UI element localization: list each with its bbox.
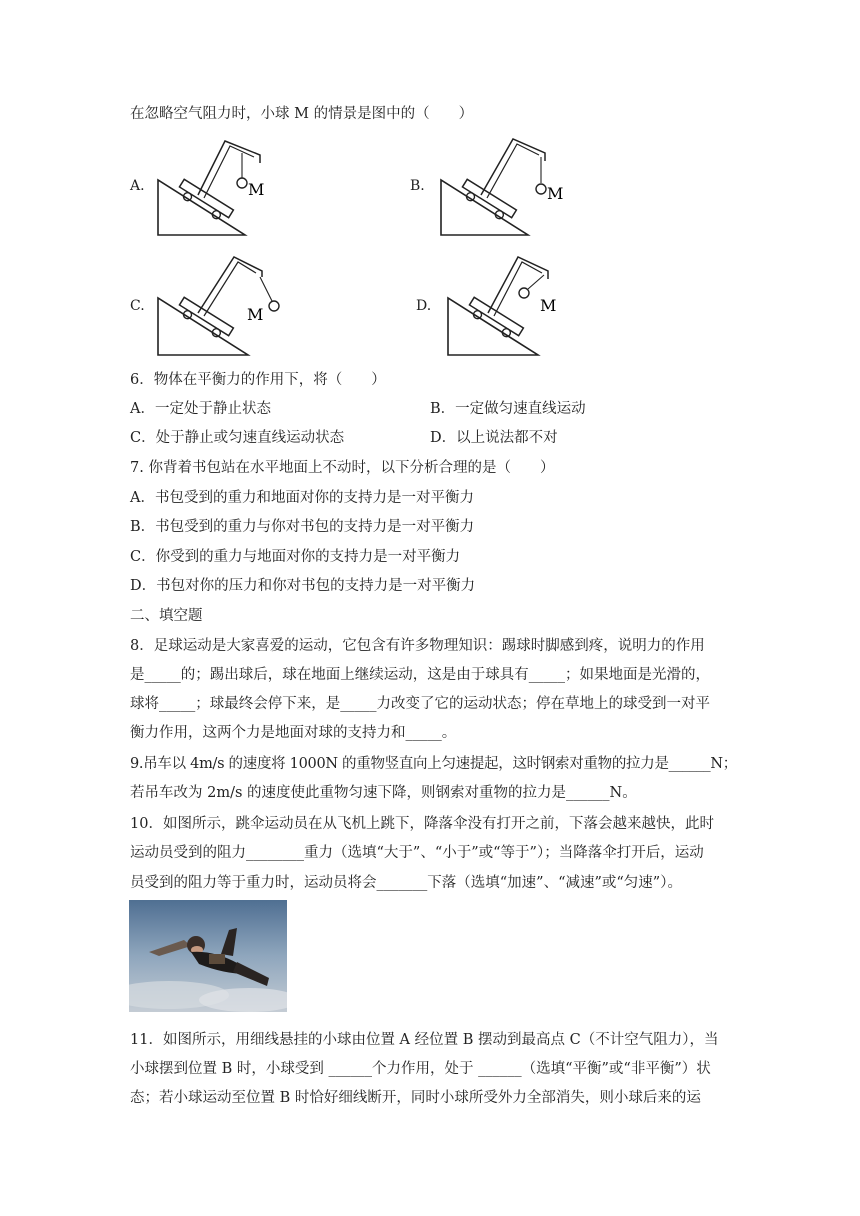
option-a-label: A.: [130, 178, 145, 194]
q7-option-b: B．书包受到的重力与你对书包的支持力是一对平衡力: [130, 519, 475, 535]
option-c-ball-label: M: [247, 305, 264, 324]
q7-option-a: A．书包受到的重力和地面对你的支持力是一对平衡力: [130, 490, 474, 506]
q8-line-4: 衡力作用，这两个力是地面对球的支持力和_____。: [130, 725, 457, 741]
q6-option-b: B．一定做匀速直线运动: [430, 401, 586, 417]
q8-line-2: 是_____的；踢出球后，球在地面上继续运动，这是由于球具有_____；如果地面是光滑的，: [130, 667, 710, 683]
q10-line-3: 员受到的阻力等于重力时，运动员将会_______下落（选填“加速”、“减速”或“匀速”）。: [130, 875, 682, 891]
option-b-ball-label: M: [547, 184, 564, 203]
q9-line-2: 若吊车改为 2m/s 的速度使此重物匀速下降，则钢索对重物的拉力是______N。: [130, 785, 637, 801]
q5-stem-tail: 在忽略空气阻力时，小球 M 的情景是图中的（ ）: [130, 106, 474, 122]
q9-line-1: 9.吊车以 4m/s 的速度将 1000N 的重物竖直向上匀速提起，这时钢索对重物的拉力是______N；: [130, 756, 737, 772]
q7-option-c: C．你受到的重力与地面对你的支持力是一对平衡力: [130, 549, 461, 565]
option-c-diagram: [150, 253, 290, 358]
option-d-diagram: [440, 253, 580, 358]
q7-option-d: D．书包对你的压力和你对书包的支持力是一对平衡力: [130, 578, 476, 594]
option-c-label: C.: [130, 298, 145, 314]
option-d-label: D.: [416, 298, 432, 314]
q6-option-d: D．以上说法都不对: [430, 430, 558, 446]
q10-line-1: 10．如图所示，跳伞运动员在从飞机上跳下，降落伞没有打开之前，下落会越来越快，此时: [130, 816, 714, 832]
section-heading-fill-in: 二、填空题: [130, 608, 203, 624]
option-a-diagram: [150, 135, 280, 240]
q6-option-c: C．处于静止或匀速直线运动状态: [130, 430, 345, 446]
q11-line-1: 11．如图所示，用细线悬挂的小球由位置 A 经位置 B 摆动到最高点 C（不计空气阻力），当: [130, 1032, 719, 1048]
skydiver-photo: [129, 900, 287, 1012]
option-b-diagram: [433, 135, 573, 240]
q8-line-1: 8．足球运动是大家喜爱的运动，它包含有许多物理知识：踢球时脚感到疼，说明力的作用: [130, 638, 705, 654]
q7-stem: 7. 你背着书包站在水平地面上不动时，以下分析合理的是（ ）: [130, 460, 555, 476]
q8-line-3: 球将_____；球最终会停下来，是_____力改变了它的运动状态；停在草地上的球受到一对平: [130, 696, 710, 712]
option-d-ball-label: M: [540, 296, 557, 315]
option-a-ball-label: M: [248, 180, 265, 199]
q11-line-2: 小球摆到位置 B 时，小球受到 ______个力作用，处于 ______（选填“平衡”或“非平衡”）状: [130, 1061, 711, 1077]
q6-stem: 6．物体在平衡力的作用下，将（ ）: [130, 372, 386, 388]
option-b-label: B.: [410, 178, 425, 194]
q11-line-3: 态；若小球运动至位置 B 时恰好细线断开，同时小球所受外力全部消失，则小球后来的运: [130, 1090, 701, 1106]
q6-option-a: A．一定处于静止状态: [130, 401, 271, 417]
q10-line-2: 运动员受到的阻力________重力（选填“大于”、“小于”或“等于”）；当降落伞打开后，运动: [130, 845, 704, 861]
